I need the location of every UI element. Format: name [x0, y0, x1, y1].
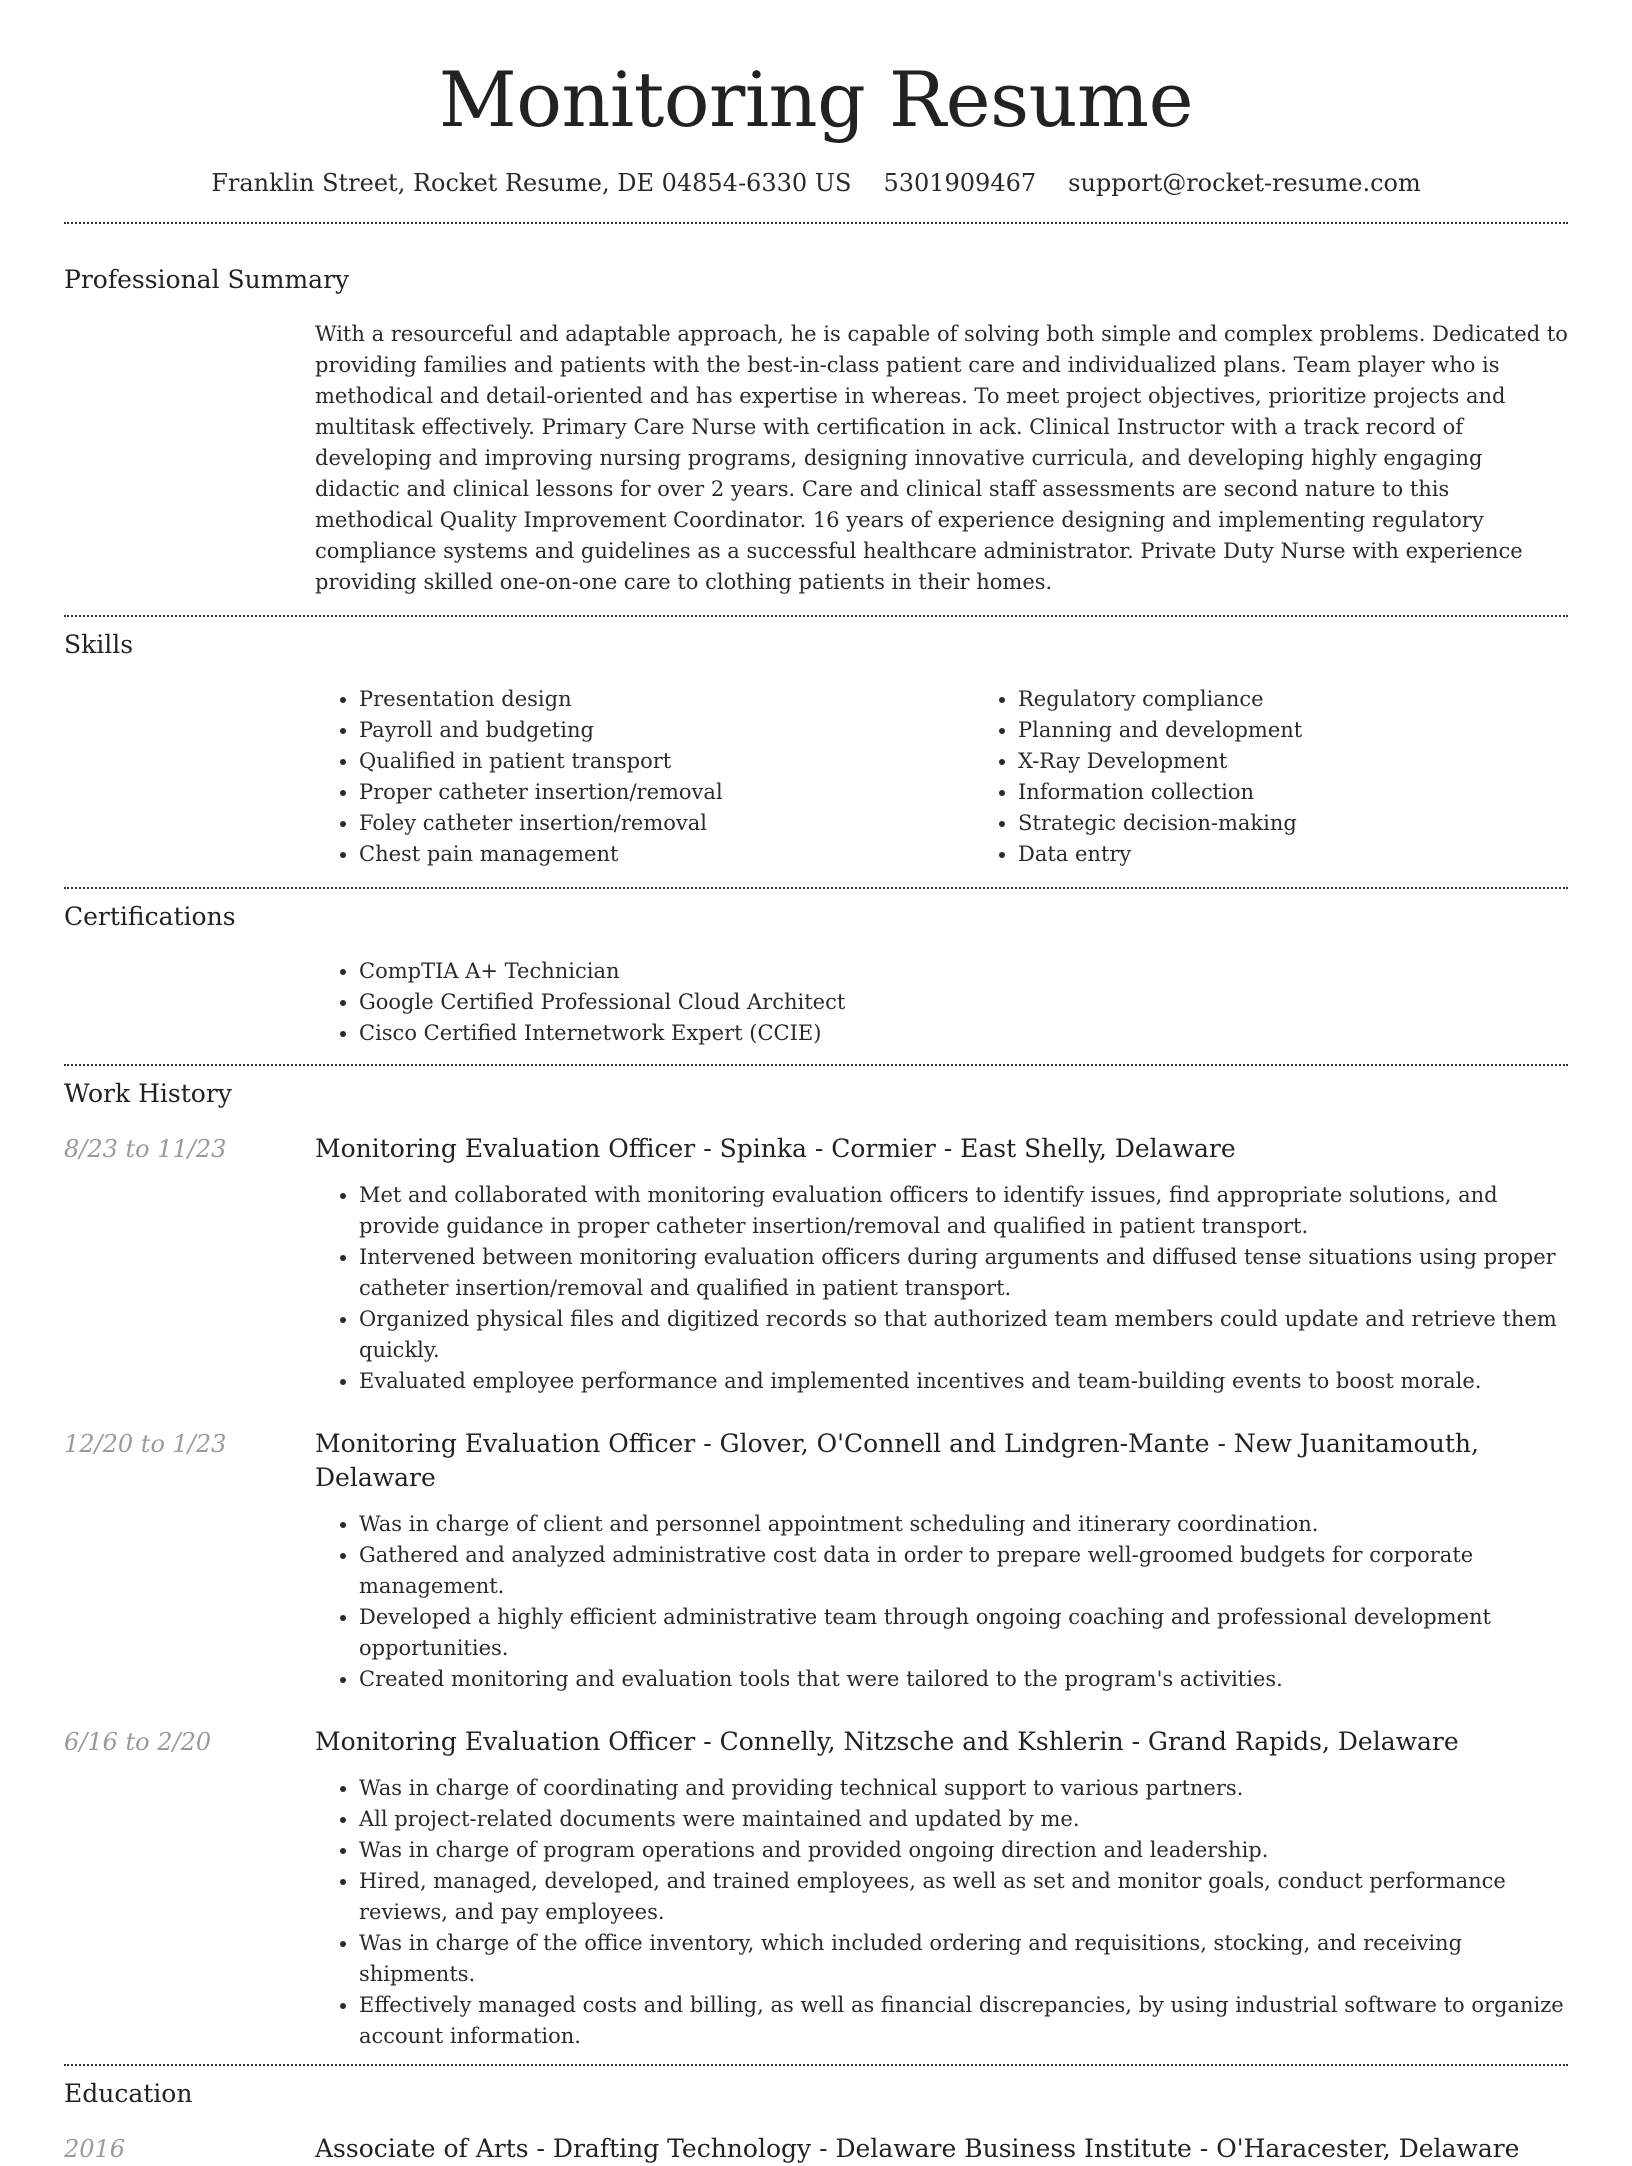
certifications-content — [315, 956, 1568, 1064]
job-bullet: • Evaluated employee performance and implemented incentives and team-building events to boost morale. — [359, 1366, 1568, 1397]
job-header — [64, 1427, 1568, 1495]
job-bullet: • All project-related documents were maintained and updated by me. — [359, 1804, 1568, 1835]
job-role: Monitoring Evaluation Officer — [315, 1134, 696, 1163]
section-title-summary: Professional Summary — [64, 265, 350, 294]
job-title — [315, 1132, 1236, 1166]
job-bullets — [315, 1773, 1568, 2052]
certifications-list — [315, 956, 1568, 1049]
job-entry — [64, 1132, 1568, 1397]
job-role: Monitoring Evaluation Officer — [315, 1727, 696, 1756]
education-entry — [64, 2132, 1568, 2166]
contact-address: Franklin Street, Rocket Resume, DE 04854-6330 US — [211, 169, 852, 197]
job-date: 6/16 to 2/20 — [64, 1728, 212, 1756]
skill-item: • Data entry — [1018, 839, 1568, 870]
certification-item: • Cisco Certified Internetwork Expert (CCIE) — [359, 1018, 1568, 1049]
skill-item: • Information collection — [1018, 777, 1568, 808]
job-header — [64, 1725, 1568, 1759]
job-bullet: • Developed a highly efficient administrative team through ongoing coaching and professional development opportunities. — [359, 1602, 1568, 1664]
job-content — [315, 1773, 1568, 2052]
skill-item: • Qualified in patient transport — [359, 746, 974, 777]
section-title-certifications: Certifications — [64, 902, 236, 931]
summary-text: With a resourceful and adaptable approach, he is capable of solving both simple and complex problems. Dedicated to providing families and patients with the best-in-class patient care and individualized plans. Team player who is methodical and detail-oriented and has expertise in whereas. To meet project objectives, prioritize projects and multitask effectively. Primary Care Nurse with certification in ack. Clinical Instructor with a track record of developing and improving nursing programs, designing innovative curricula, and developing highly engaging didactic and clinical lessons for over 2 years. Care and clinical staff assessments are second nature to this methodical Quality Improvement Coordinator. 16 years of experience designing and implementing regulatory compliance systems and guidelines as a successful healthcare administrator. Private Duty Nurse with experience providing skilled one-on-one care to clothing patients in their homes. — [315, 322, 1568, 594]
skill-item: • Payroll and budgeting — [359, 715, 974, 746]
certification-item: • CompTIA A+ Technician — [359, 956, 1568, 987]
job-entry — [64, 1725, 1568, 2052]
skills-columns — [315, 684, 1568, 887]
professional-summary-section — [64, 224, 1568, 615]
resume-title: Monitoring Resume — [438, 55, 1194, 144]
job-bullet: • Intervened between monitoring evaluation officers during arguments and diffused tense situations using proper catheter insertion/removal and qualified in patient transport. — [359, 1242, 1568, 1304]
education-details: - Delaware Business Institute - O'Haracester, Delaware — [811, 2134, 1520, 2163]
job-bullet: • Organized physical files and digitized records so that authorized team members could update and retrieve them quickly. — [359, 1304, 1568, 1366]
job-details: - Glover, O'Connell and Lindgren-Mante - New Juanitamouth, Delaware — [315, 1429, 1479, 1492]
job-content — [315, 1180, 1568, 1397]
skill-item: • X-Ray Development — [1018, 746, 1568, 777]
skills-list-right — [974, 684, 1568, 870]
education-title — [315, 2132, 1519, 2166]
job-role: Monitoring Evaluation Officer — [315, 1429, 696, 1458]
job-header — [64, 1132, 1568, 1166]
job-date: 8/23 to 11/23 — [64, 1135, 227, 1163]
contact-line — [64, 166, 1568, 200]
job-bullet: • Hired, managed, developed, and trained employees, as well as set and monitor goals, conduct performance reviews, and pay employees. — [359, 1866, 1568, 1928]
job-bullet: • Gathered and analyzed administrative cost data in order to prepare well-groomed budgets for corporate management. — [359, 1540, 1568, 1602]
job-details: - Spinka - Cormier - East Shelly, Delaware — [695, 1134, 1236, 1163]
skill-item: • Foley catheter insertion/removal — [359, 808, 974, 839]
certification-item: • Google Certified Professional Cloud Architect — [359, 987, 1568, 1018]
certifications-section — [64, 889, 1568, 1064]
skill-item: • Proper catheter insertion/removal — [359, 777, 974, 808]
skill-item: • Regulatory compliance — [1018, 684, 1568, 715]
job-entry — [64, 1427, 1568, 1695]
job-title — [315, 1725, 1459, 1759]
job-bullet: • Created monitoring and evaluation tools that were tailored to the program's activities. — [359, 1664, 1568, 1695]
education-date: 2016 — [64, 2135, 126, 2163]
skill-item: • Chest pain management — [359, 839, 974, 870]
job-bullet: • Met and collaborated with monitoring evaluation officers to identify issues, find appropriate solutions, and provide guidance in proper catheter insertion/removal and qualified in patient transport. — [359, 1180, 1568, 1242]
job-bullet: • Was in charge of coordinating and providing technical support to various partners. — [359, 1773, 1568, 1804]
education-section — [64, 2066, 1568, 2166]
job-bullet: • Was in charge of program operations and provided ongoing direction and leadership. — [359, 1835, 1568, 1866]
skill-item: • Presentation design — [359, 684, 974, 715]
job-bullet: • Was in charge of client and personnel appointment scheduling and itinerary coordination. — [359, 1509, 1568, 1540]
summary-content — [315, 319, 1568, 615]
skills-section — [64, 617, 1568, 887]
job-title — [315, 1427, 1568, 1495]
job-bullets — [315, 1509, 1568, 1695]
job-details: - Connelly, Nitzsche and Kshlerin - Grand Rapids, Delaware — [695, 1727, 1459, 1756]
job-content — [315, 1509, 1568, 1695]
contact-email: support@rocket-resume.com — [1068, 169, 1421, 197]
section-title-skills: Skills — [64, 630, 134, 659]
work-history-section — [64, 1066, 1568, 2064]
skills-list-left — [315, 684, 974, 870]
contact-phone: 5301909467 — [883, 169, 1037, 197]
job-bullet: • Effectively managed costs and billing, as well as financial discrepancies, by using industrial software to organize account information. — [359, 1990, 1568, 2052]
job-date: 12/20 to 1/23 — [64, 1430, 227, 1458]
job-bullets — [315, 1180, 1568, 1397]
section-title-education: Education — [64, 2079, 193, 2108]
job-bullet: • Was in charge of the office inventory, which included ordering and requisitions, stocking, and receiving shipments. — [359, 1928, 1568, 1990]
education-degree: Associate of Arts - Drafting Technology — [315, 2134, 812, 2163]
skill-item: • Strategic decision-making — [1018, 808, 1568, 839]
skill-item: • Planning and development — [1018, 715, 1568, 746]
section-title-work-history: Work History — [64, 1079, 232, 1108]
